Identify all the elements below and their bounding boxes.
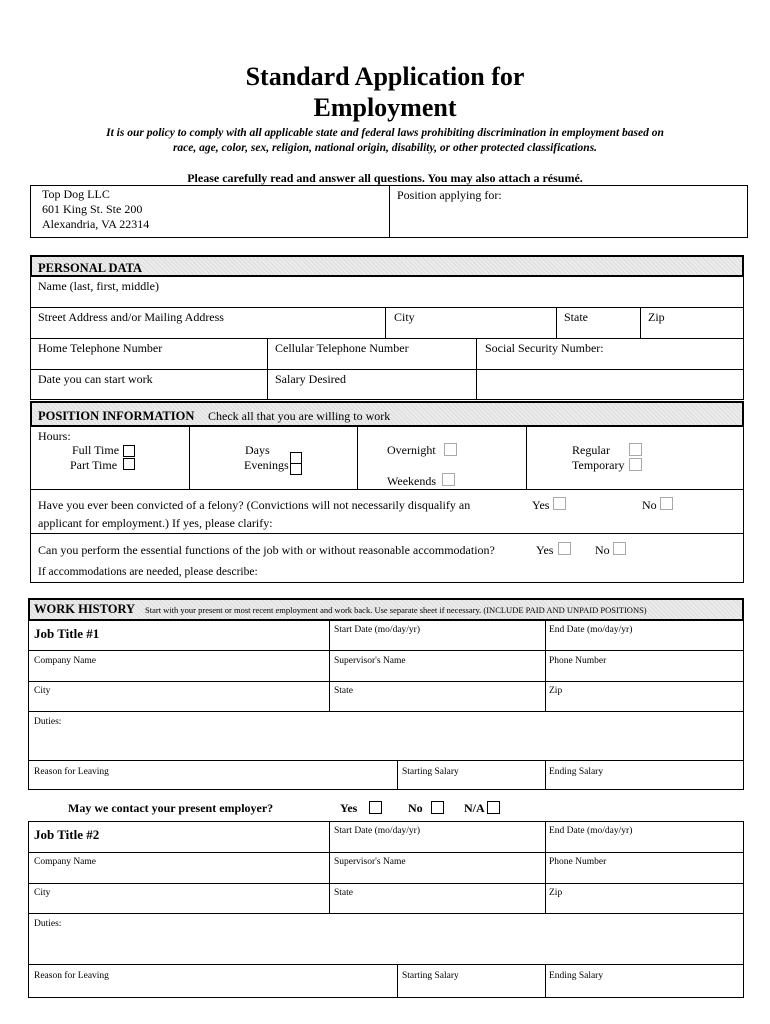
divider — [28, 650, 744, 651]
job-2-starting-salary-label: Starting Salary — [402, 971, 459, 981]
regular-checkbox[interactable] — [629, 443, 642, 456]
home-phone-field[interactable] — [31, 354, 266, 368]
divider — [329, 620, 330, 711]
felony-question-line2: applicant for employment.) If yes, please clarify: — [38, 516, 273, 530]
name-field[interactable] — [31, 292, 743, 306]
city-field[interactable] — [386, 323, 555, 337]
felony-no-checkbox[interactable] — [660, 497, 673, 510]
job-2-ending-salary-label: Ending Salary — [549, 971, 604, 981]
state-label: State — [564, 310, 588, 324]
personal-data-heading: PERSONAL DATA — [38, 261, 143, 275]
contact-yes-checkbox[interactable] — [369, 801, 382, 814]
job-1-duties-label: Duties: — [34, 717, 62, 727]
employer-name: Top Dog LLC — [42, 187, 110, 201]
blank-field[interactable] — [477, 370, 743, 399]
contact-na-checkbox[interactable] — [487, 801, 500, 814]
job-2-duties-field[interactable] — [29, 931, 743, 963]
divider — [30, 533, 744, 534]
divider — [189, 426, 190, 489]
divider — [28, 760, 744, 761]
felony-yes-checkbox[interactable] — [553, 497, 566, 510]
felony-question-line1: Have you ever been convicted of a felony? (Convictions will not necessarily disqualify an — [38, 498, 471, 512]
divider — [397, 964, 398, 998]
regular-label: Regular — [572, 443, 610, 457]
job-1-zip-label: Zip — [549, 686, 563, 696]
divider — [329, 821, 330, 913]
accommodation-note: If accommodations are needed, please describe: — [38, 566, 258, 578]
job-1-end-date-label: End Date (mo/day/yr) — [549, 625, 633, 635]
job-1-table — [28, 620, 744, 790]
position-applying-field[interactable] — [391, 203, 746, 236]
job-1-starting-salary-label: Starting Salary — [402, 767, 459, 777]
salary-desired-label: Salary Desired — [275, 372, 346, 386]
ssn-label: Social Security Number: — [485, 341, 604, 355]
home-phone-label: Home Telephone Number — [38, 341, 163, 355]
eeo-notice-line1: It is our policy to comply with all applicable state and federal laws prohibiting discrimination in employment based on — [106, 127, 664, 139]
job-2-state-label: State — [334, 888, 353, 898]
job-2-phone-label: Phone Number — [549, 857, 607, 867]
evenings-checkbox[interactable] — [290, 463, 302, 475]
job-2-title: Job Title #2 — [34, 827, 100, 842]
job-2-end-date-label: End Date (mo/day/yr) — [549, 826, 633, 836]
cell-phone-label: Cellular Telephone Number — [275, 341, 409, 355]
divider — [545, 964, 546, 998]
divider — [397, 760, 398, 790]
divider — [28, 964, 744, 965]
job-1-start-date-label: Start Date (mo/day/yr) — [334, 625, 421, 635]
employer-address2: Alexandria, VA 22314 — [42, 217, 150, 231]
job-2-city-label: City — [34, 888, 51, 898]
work-history-subheading: Start with your present or most recent employment and work back. Use separate sheet if necessary. (INCLUDE PAID AND UNPAID POSITIONS) — [145, 605, 647, 615]
job-1-ending-salary-label: Ending Salary — [549, 767, 604, 777]
divider — [30, 489, 744, 490]
ssn-field[interactable] — [477, 354, 743, 368]
instructions: Please carefully read and answer all questions. You may also attach a résumé. — [187, 171, 583, 185]
page-title-line1: Standard Application for — [245, 62, 525, 91]
page-title-line2: Employment — [313, 93, 457, 122]
job-1-company-label: Company Name — [34, 656, 97, 666]
days-label: Days — [245, 443, 270, 457]
job-2-start-date-label: Start Date (mo/day/yr) — [334, 826, 421, 836]
job-1-duties-field[interactable] — [29, 729, 743, 759]
divider — [28, 711, 744, 712]
divider — [357, 426, 358, 489]
full-time-label: Full Time — [72, 443, 120, 457]
accommodation-no-label: No — [595, 543, 610, 557]
part-time-checkbox[interactable] — [123, 458, 135, 470]
state-field[interactable] — [557, 323, 639, 337]
divider — [526, 426, 527, 489]
overnight-label: Overnight — [387, 443, 436, 457]
contact-no-checkbox[interactable] — [431, 801, 444, 814]
job-1-state-label: State — [334, 686, 353, 696]
accommodation-no-checkbox[interactable] — [613, 542, 626, 555]
weekends-checkbox[interactable] — [442, 473, 455, 486]
contact-yes-label: Yes — [340, 801, 358, 815]
job-2-reason-label: Reason for Leaving — [34, 971, 109, 981]
position-info-heading: POSITION INFORMATION — [38, 409, 195, 423]
cell-phone-field[interactable] — [268, 354, 475, 368]
position-applying-label: Position applying for: — [397, 188, 502, 202]
hours-label: Hours: — [38, 429, 71, 443]
job-1-city-label: City — [34, 686, 51, 696]
contact-employer-question: May we contact your present employer? — [68, 801, 274, 815]
divider — [28, 913, 744, 914]
job-1-phone-label: Phone Number — [549, 656, 607, 666]
job-1-title: Job Title #1 — [34, 626, 100, 641]
job-2-supervisor-label: Supervisor's Name — [334, 857, 406, 867]
job-2-duties-label: Duties: — [34, 919, 62, 929]
divider — [30, 338, 744, 339]
part-time-label: Part Time — [70, 458, 118, 472]
contact-no-label: No — [408, 801, 423, 815]
divider — [389, 185, 390, 238]
start-date-field[interactable] — [31, 385, 266, 399]
start-date-label: Date you can start work — [38, 372, 153, 386]
job-2-zip-label: Zip — [549, 888, 563, 898]
name-label: Name (last, first, middle) — [38, 279, 159, 293]
divider — [28, 681, 744, 682]
full-time-checkbox[interactable] — [123, 445, 135, 457]
temporary-checkbox[interactable] — [629, 458, 642, 471]
divider — [545, 821, 546, 913]
position-info-subheading: Check all that you are willing to work — [208, 409, 391, 423]
job-1-supervisor-label: Supervisor's Name — [334, 656, 406, 666]
work-history-heading: WORK HISTORY — [34, 602, 136, 616]
divider — [28, 883, 744, 884]
job-2-table — [28, 821, 744, 998]
overnight-checkbox[interactable] — [444, 443, 457, 456]
divider — [545, 620, 546, 711]
accommodation-yes-checkbox[interactable] — [558, 542, 571, 555]
divider — [545, 760, 546, 790]
city-label: City — [394, 310, 415, 324]
divider — [30, 307, 744, 308]
salary-desired-field[interactable] — [268, 385, 475, 399]
temporary-label: Temporary — [572, 458, 625, 472]
street-address-field[interactable] — [31, 323, 384, 337]
accommodation-question: Can you perform the essential functions of the job with or without reasonable accommodation? — [38, 543, 495, 557]
felony-yes-label: Yes — [532, 498, 550, 512]
felony-no-label: No — [642, 498, 657, 512]
accommodation-yes-label: Yes — [536, 543, 554, 557]
zip-field[interactable] — [641, 323, 743, 337]
job-1-reason-label: Reason for Leaving — [34, 767, 109, 777]
contact-na-label: N/A — [464, 801, 485, 815]
eeo-notice-line2: race, age, color, sex, religion, national origin, disability, or other protected classifications. — [172, 142, 598, 154]
divider — [28, 852, 744, 853]
street-address-label: Street Address and/or Mailing Address — [38, 310, 224, 324]
zip-label: Zip — [648, 310, 665, 324]
employer-address1: 601 King St. Ste 200 — [42, 202, 143, 216]
evenings-label: Evenings — [244, 458, 289, 472]
eeo-notice — [40, 126, 730, 156]
weekends-label: Weekends — [387, 474, 437, 488]
job-2-company-label: Company Name — [34, 857, 97, 867]
